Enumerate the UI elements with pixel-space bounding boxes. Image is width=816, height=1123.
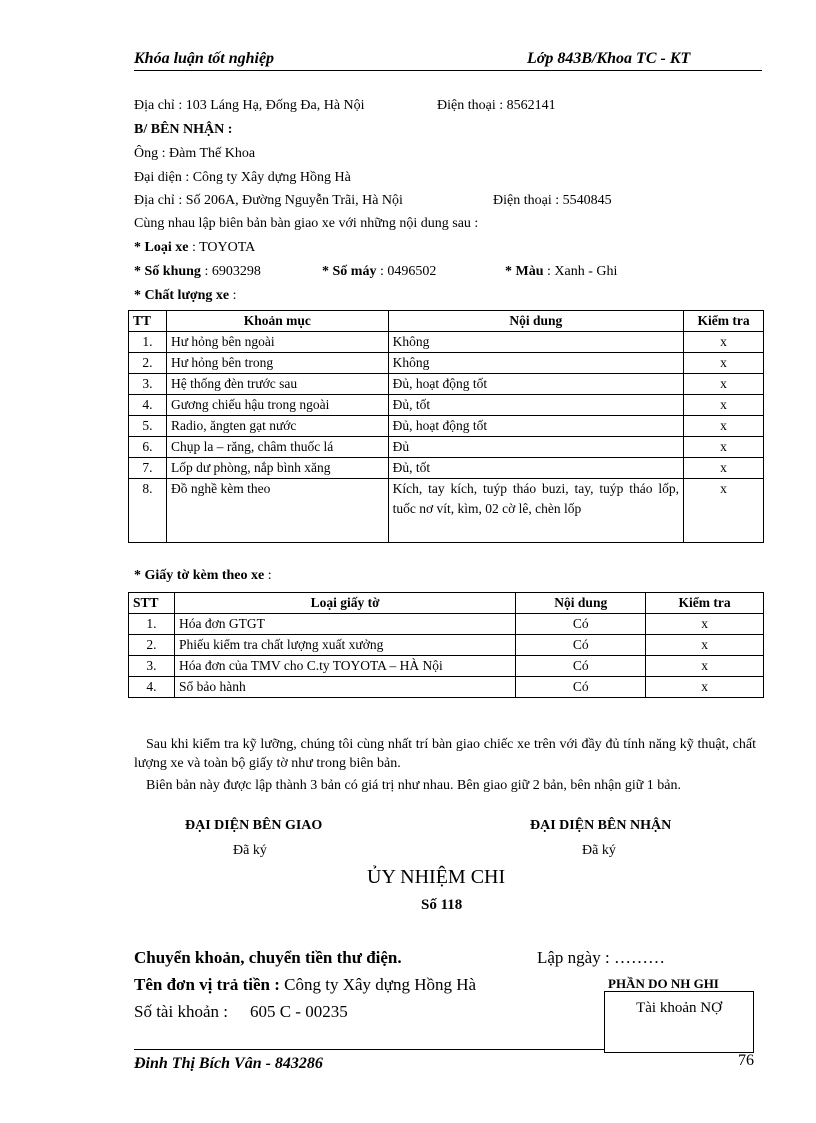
footer-author: Đinh Thị Bích Vân - 843286	[134, 1055, 323, 1072]
cell-check: x	[684, 437, 764, 458]
cell-doc-check: x	[646, 614, 764, 635]
table-row	[129, 677, 764, 698]
cell-tt: 2.	[129, 353, 167, 374]
table-row	[129, 416, 764, 437]
cell-content: Kích, tay kích, tuýp tháo buzi, tay, tuýp tháo lốp, tuốc nơ vít, kìm, 02 cờ lê, chèn lốp	[388, 479, 683, 543]
cell-doc-content: Có	[516, 656, 646, 677]
cell-doc-check: x	[646, 677, 764, 698]
cell-content: Đủ, tốt	[388, 395, 683, 416]
table-row	[129, 353, 764, 374]
page-number: 76	[738, 1052, 754, 1069]
cell-item: Hư hỏng bên trong	[166, 353, 388, 374]
receiver-heading: B/ BÊN NHẬN :	[134, 122, 233, 137]
bank-section-label: PHẦN DO NH GHI	[608, 976, 719, 991]
table-row	[129, 458, 764, 479]
order-date: Lập ngày : ………	[537, 948, 665, 967]
header-rule	[134, 70, 762, 71]
cell-doc-content: Có	[516, 677, 646, 698]
giver-signed: Đã ký	[233, 843, 267, 858]
vehicle-frame: * Số khung : 6903298	[134, 264, 261, 279]
receiver-person: Ông : Đàm Thế Khoa	[134, 146, 256, 161]
cell-item: Hệ thống đèn trước sau	[166, 374, 388, 395]
cell-doc-content: Có	[516, 635, 646, 656]
footer-rule	[134, 1049, 604, 1050]
seller-phone: Điện thoại : 8562141	[437, 98, 556, 113]
cell-doc-type: Hóa đơn GTGT	[174, 614, 515, 635]
table-row	[129, 395, 764, 416]
account-line: Số tài khoản : 605 C - 00235	[134, 1002, 348, 1021]
cell-item: Hư hỏng bên ngoài	[166, 332, 388, 353]
documents-label: * Giấy tờ kèm theo xe :	[134, 568, 272, 583]
transfer-method: Chuyển khoản, chuyển tiền thư điện.	[134, 948, 402, 967]
col-doc-content: Nội dung	[516, 593, 646, 614]
cell-content: Đủ, hoạt động tốt	[388, 374, 683, 395]
cell-doc-check: x	[646, 656, 764, 677]
cell-item: Gương chiếu hậu trong ngoài	[166, 395, 388, 416]
intro-text: Cùng nhau lập biên bản bàn giao xe với những nội dung sau :	[134, 216, 479, 231]
header-left: Khóa luận tốt nghiệp	[134, 50, 275, 67]
seller-address: Địa chỉ : 103 Láng Hạ, Đống Đa, Hà Nội	[134, 98, 365, 113]
cell-check: x	[684, 479, 764, 543]
cell-tt: 6.	[129, 437, 167, 458]
documents-table	[128, 592, 764, 698]
cell-check: x	[684, 416, 764, 437]
col-tt: TT	[129, 311, 167, 332]
quality-label: * Chất lượng xe :	[134, 288, 237, 303]
cell-check: x	[684, 458, 764, 479]
quality-table-header	[129, 311, 764, 332]
vehicle-engine: * Số máy : 0496502	[322, 264, 437, 279]
table-row	[129, 374, 764, 395]
cell-stt: 3.	[129, 656, 175, 677]
cell-doc-type: Hóa đơn của TMV cho C.ty TOYOTA – HÀ Nội	[174, 656, 515, 677]
cell-tt: 1.	[129, 332, 167, 353]
debit-account-label: Tài khoản NỢ	[636, 1000, 722, 1016]
cell-doc-type: Phiếu kiểm tra chất lượng xuất xưởng	[174, 635, 515, 656]
col-stt: STT	[129, 593, 175, 614]
cell-content: Đủ, hoạt động tốt	[388, 416, 683, 437]
table-row	[129, 332, 764, 353]
receiver-representative: Đại diện : Công ty Xây dựng Hồng Hà	[134, 170, 351, 185]
cell-tt: 8.	[129, 479, 167, 543]
debit-account-box	[604, 991, 754, 1053]
cell-tt: 3.	[129, 374, 167, 395]
payment-order-number: Số 118	[421, 897, 463, 913]
cell-stt: 4.	[129, 677, 175, 698]
table-row	[129, 635, 764, 656]
cell-tt: 5.	[129, 416, 167, 437]
table-row	[129, 614, 764, 635]
col-item: Khoản mục	[166, 311, 388, 332]
table-row	[129, 479, 764, 543]
cell-doc-check: x	[646, 635, 764, 656]
receiver-signature-title: ĐẠI DIỆN BÊN NHẬN	[530, 818, 672, 833]
col-check: Kiểm tra	[684, 311, 764, 332]
receiver-signed: Đã ký	[582, 843, 616, 858]
receiver-address: Địa chỉ : Số 206A, Đường Nguyễn Trãi, Hà Nội	[134, 193, 403, 208]
vehicle-color: * Màu : Xanh - Ghi	[505, 264, 618, 279]
header-right: Lớp 843B/Khoa TC - KT	[527, 50, 691, 67]
cell-tt: 7.	[129, 458, 167, 479]
cell-doc-type: Sổ bảo hành	[174, 677, 515, 698]
cell-check: x	[684, 332, 764, 353]
cell-doc-content: Có	[516, 614, 646, 635]
vehicle-type: * Loại xe : TOYOTA	[134, 240, 256, 255]
table-row	[129, 656, 764, 677]
receiver-phone: Điện thoại : 5540845	[493, 193, 612, 208]
documents-table-header	[129, 593, 764, 614]
giver-signature-title: ĐẠI DIỆN BÊN GIAO	[185, 818, 323, 833]
cell-item: Lốp dư phòng, nắp bình xăng	[166, 458, 388, 479]
cell-content: Không	[388, 353, 683, 374]
cell-content: Đủ, tốt	[388, 458, 683, 479]
cell-tt: 4.	[129, 395, 167, 416]
cell-check: x	[684, 395, 764, 416]
cell-item: Đồ nghề kèm theo	[166, 479, 388, 543]
quality-table	[128, 310, 764, 543]
cell-stt: 2.	[129, 635, 175, 656]
cell-stt: 1.	[129, 614, 175, 635]
cell-content: Đủ	[388, 437, 683, 458]
closing-paragraph-1: Sau khi kiểm tra kỹ lưỡng, chúng tôi cùng nhất trí bàn giao chiếc xe trên với đầy đủ tính năng kỹ thuật, chất lượng xe và toàn bộ giấy tờ như trong biên bản.	[134, 737, 756, 771]
cell-content: Không	[388, 332, 683, 353]
col-content: Nội dung	[388, 311, 683, 332]
cell-check: x	[684, 374, 764, 395]
payment-order-title: ỦY NHIỆM CHI	[367, 866, 506, 888]
payer-line: Tên đơn vị trả tiền : Công ty Xây dựng Hồng Hà	[134, 975, 477, 994]
col-doc-check: Kiểm tra	[646, 593, 764, 614]
cell-item: Radio, ăngten gạt nước	[166, 416, 388, 437]
closing-paragraph-2: Biên bản này được lập thành 3 bản có giá trị như nhau. Bên giao giữ 2 bản, bên nhận giữ 1 bản.	[146, 778, 682, 793]
cell-check: x	[684, 353, 764, 374]
cell-item: Chụp la – răng, châm thuốc lá	[166, 437, 388, 458]
table-row	[129, 437, 764, 458]
col-doc-type: Loại giấy tờ	[174, 593, 515, 614]
